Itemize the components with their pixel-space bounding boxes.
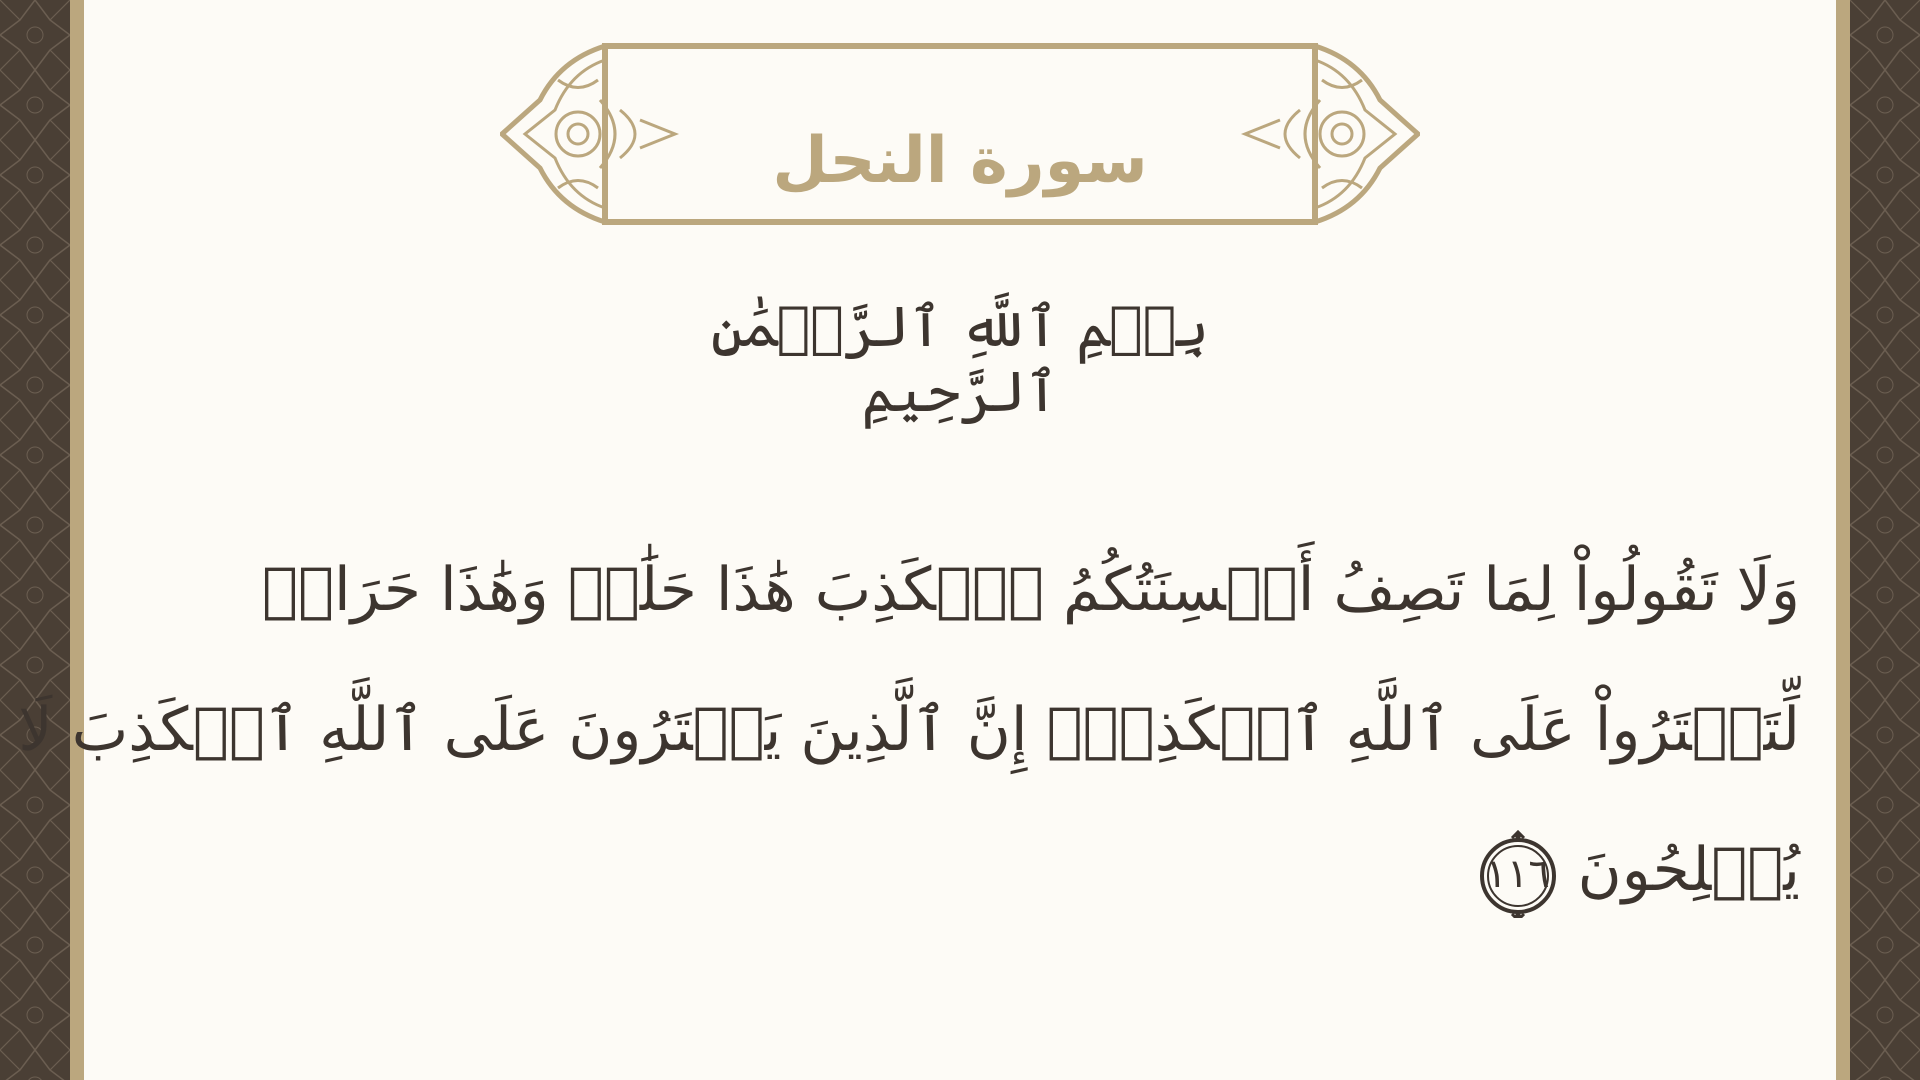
surah-header xyxy=(500,40,1420,230)
surah-title: سورة النحل xyxy=(772,124,1148,198)
geometric-pattern-border-icon xyxy=(0,0,70,1080)
right-gold-rule xyxy=(1836,0,1850,1080)
verse-text xyxy=(18,520,1800,940)
geometric-pattern-border-icon xyxy=(1850,0,1920,1080)
ayah-end-marker xyxy=(1474,830,1562,918)
ayah-number: ١١٦ xyxy=(1485,851,1550,898)
right-pattern-border xyxy=(1850,0,1920,1080)
right-gap-rule xyxy=(1828,0,1836,1080)
left-gold-rule xyxy=(70,0,84,1080)
verse-line-1: وَلَا تَقُولُواْ لِمَا تَصِفُ أَلۡسِنَتُكُمُ ٱلۡكَذِبَ هَٰذَا حَلَٰلٞ وَهَٰذَا حَرَامٞ xyxy=(262,555,1800,625)
basmala: بِسۡمِ ٱللَّهِ ٱلرَّحۡمَٰنِ ٱلرَّحِيمِ xyxy=(710,295,1210,425)
verse-line-3 xyxy=(260,800,1800,940)
verse-line-3-text: يُفۡلِحُونَ xyxy=(1577,835,1800,905)
left-gap-rule xyxy=(84,0,92,1080)
left-pattern-border xyxy=(0,0,70,1080)
verse-line-2: لِّتَفۡتَرُواْ عَلَى ٱللَّهِ ٱلۡكَذِبَۚ إِنَّ ٱلَّذِينَ يَفۡتَرُونَ عَلَى ٱللَّهِ ٱلۡكَذِبَ لَا xyxy=(18,695,1800,765)
